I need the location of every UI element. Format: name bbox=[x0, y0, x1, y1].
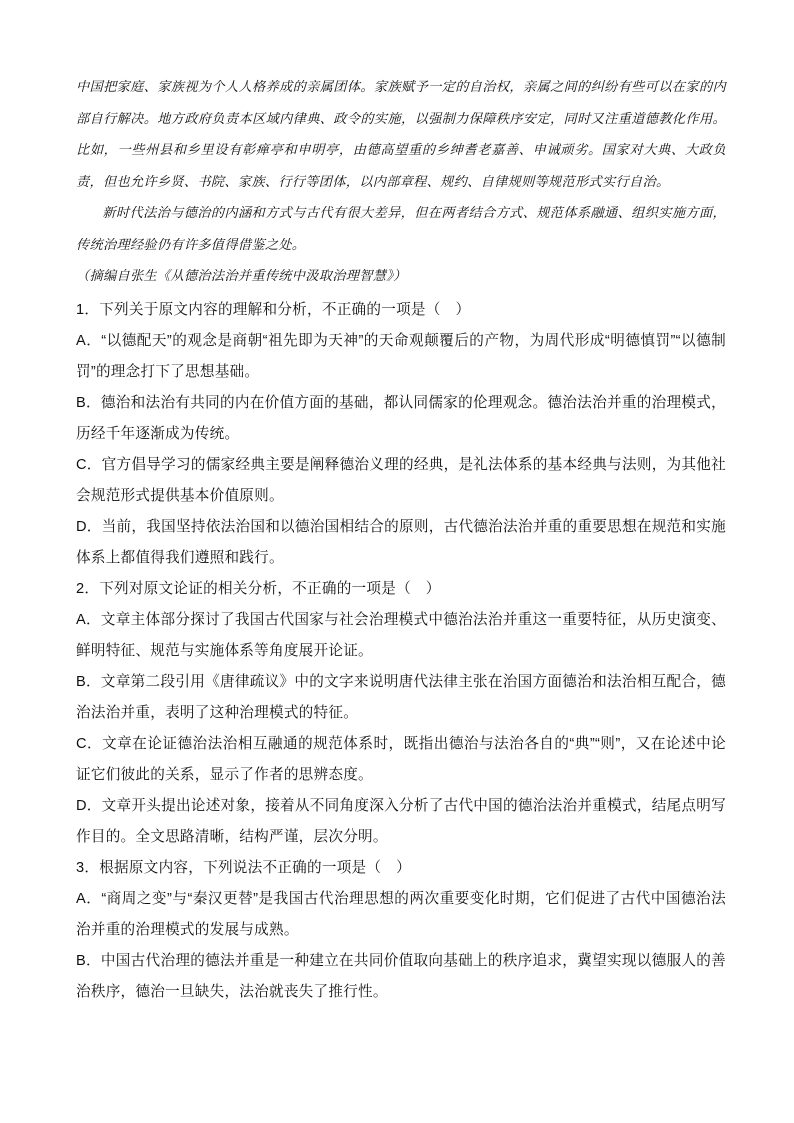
question-2-option-c: C．文章在论证德治法治相互融通的规范体系时，既指出德治与法治各自的“典”“则”，又在论述中论证它们彼此的关系，显示了作者的思辨态度。 bbox=[76, 735, 726, 783]
question-3 bbox=[76, 853, 726, 1008]
question-1-option-a: A．“以德配天”的观念是商朝“祖先即为天神”的天命观颠覆后的产物，为周代形成“明德慎罚”“以德制罚”的理念打下了思想基础。 bbox=[76, 332, 726, 380]
passage-paragraph-2: 新时代法治与德治的内涵和方式与古代有很大差异，但在两者结合方式、规范体系融通、组织实施方面，传统治理经验仍有许多值得借鉴之处。 bbox=[76, 206, 726, 253]
question-2-option-a: A．文章主体部分探讨了我国古代国家与社会治理模式中德治法治并重这一重要特征，从历史演变、鲜明特征、规范与实施体系等角度展开论证。 bbox=[76, 611, 726, 659]
question-3-option-a: A．“商周之变”与“秦汉更替”是我国古代治理思想的两次重要变化时期，它们促进了古代中国德治法治并重的治理模式的发展与成熟。 bbox=[76, 890, 726, 938]
document-page bbox=[76, 72, 726, 1008]
question-list bbox=[76, 295, 726, 1008]
question-1-option-d: D．当前，我国坚持依法治国和以德治国相结合的原则，古代德治法治并重的重要思想在规范和实施体系上都值得我们遵照和践行。 bbox=[76, 518, 726, 566]
question-3-stem: 3．根据原文内容，下列说法不正确的一项是（ ） bbox=[76, 859, 411, 876]
passage-source-citation: （摘编自张生《从德治法治并重传统中汲取治理智慧》） bbox=[76, 269, 407, 284]
question-1-option-b: B．德治和法治有共同的内在价值方面的基础，都认同儒家的伦理观念。德治法治并重的治理模式，历经千年逐渐成为传统。 bbox=[76, 394, 726, 442]
question-1-option-c: C．官方倡导学习的儒家经典主要是阐释德治义理的经典，是礼法体系的基本经典与法则，为其他社会规范形式提供基本价值原则。 bbox=[76, 456, 726, 504]
question-2-option-b: B．文章第二段引用《唐律疏议》中的文字来说明唐代法律主张在治国方面德治和法治相互配合，德治法治并重，表明了这种治理模式的特征。 bbox=[76, 673, 726, 721]
passage-excerpt bbox=[76, 72, 726, 293]
passage-paragraph-1: 中国把家庭、家族视为个人人格养成的亲属团体。家族赋予一定的自治权，亲属之间的纠纷有些可以在家的内部自行解决。地方政府负责本区域内律典、政令的实施，以强制力保障秩序安定，同时又注重道德教化作用。比如，一些州县和乡里设有彰瘅亭和申明亭，由德高望重的乡绅耆老嘉善、申诫顽劣。国家对大典、大政负责，但也允许乡贤、书院、家族、行行等团体，以内部章程、规约、自律规则等规范形式实行自治。 bbox=[76, 80, 726, 190]
question-2 bbox=[76, 574, 726, 853]
question-2-option-d: D．文章开头提出论述对象，接着从不同角度深入分析了古代中国的德治法治并重模式，结尾点明写作目的。全文思路清晰，结构严谨，层次分明。 bbox=[76, 797, 726, 845]
question-3-option-b: B．中国古代治理的德法并重是一种建立在共同价值取向基础上的秩序追求，冀望实现以德服人的善治秩序，德治一旦缺失，法治就丧失了推行性。 bbox=[76, 952, 726, 1000]
question-1 bbox=[76, 295, 726, 574]
question-1-stem: 1．下列关于原文内容的理解和分析，不正确的一项是（ ） bbox=[76, 301, 471, 318]
question-2-stem: 2．下列对原文论证的相关分析，不正确的一项是（ ） bbox=[76, 580, 441, 597]
